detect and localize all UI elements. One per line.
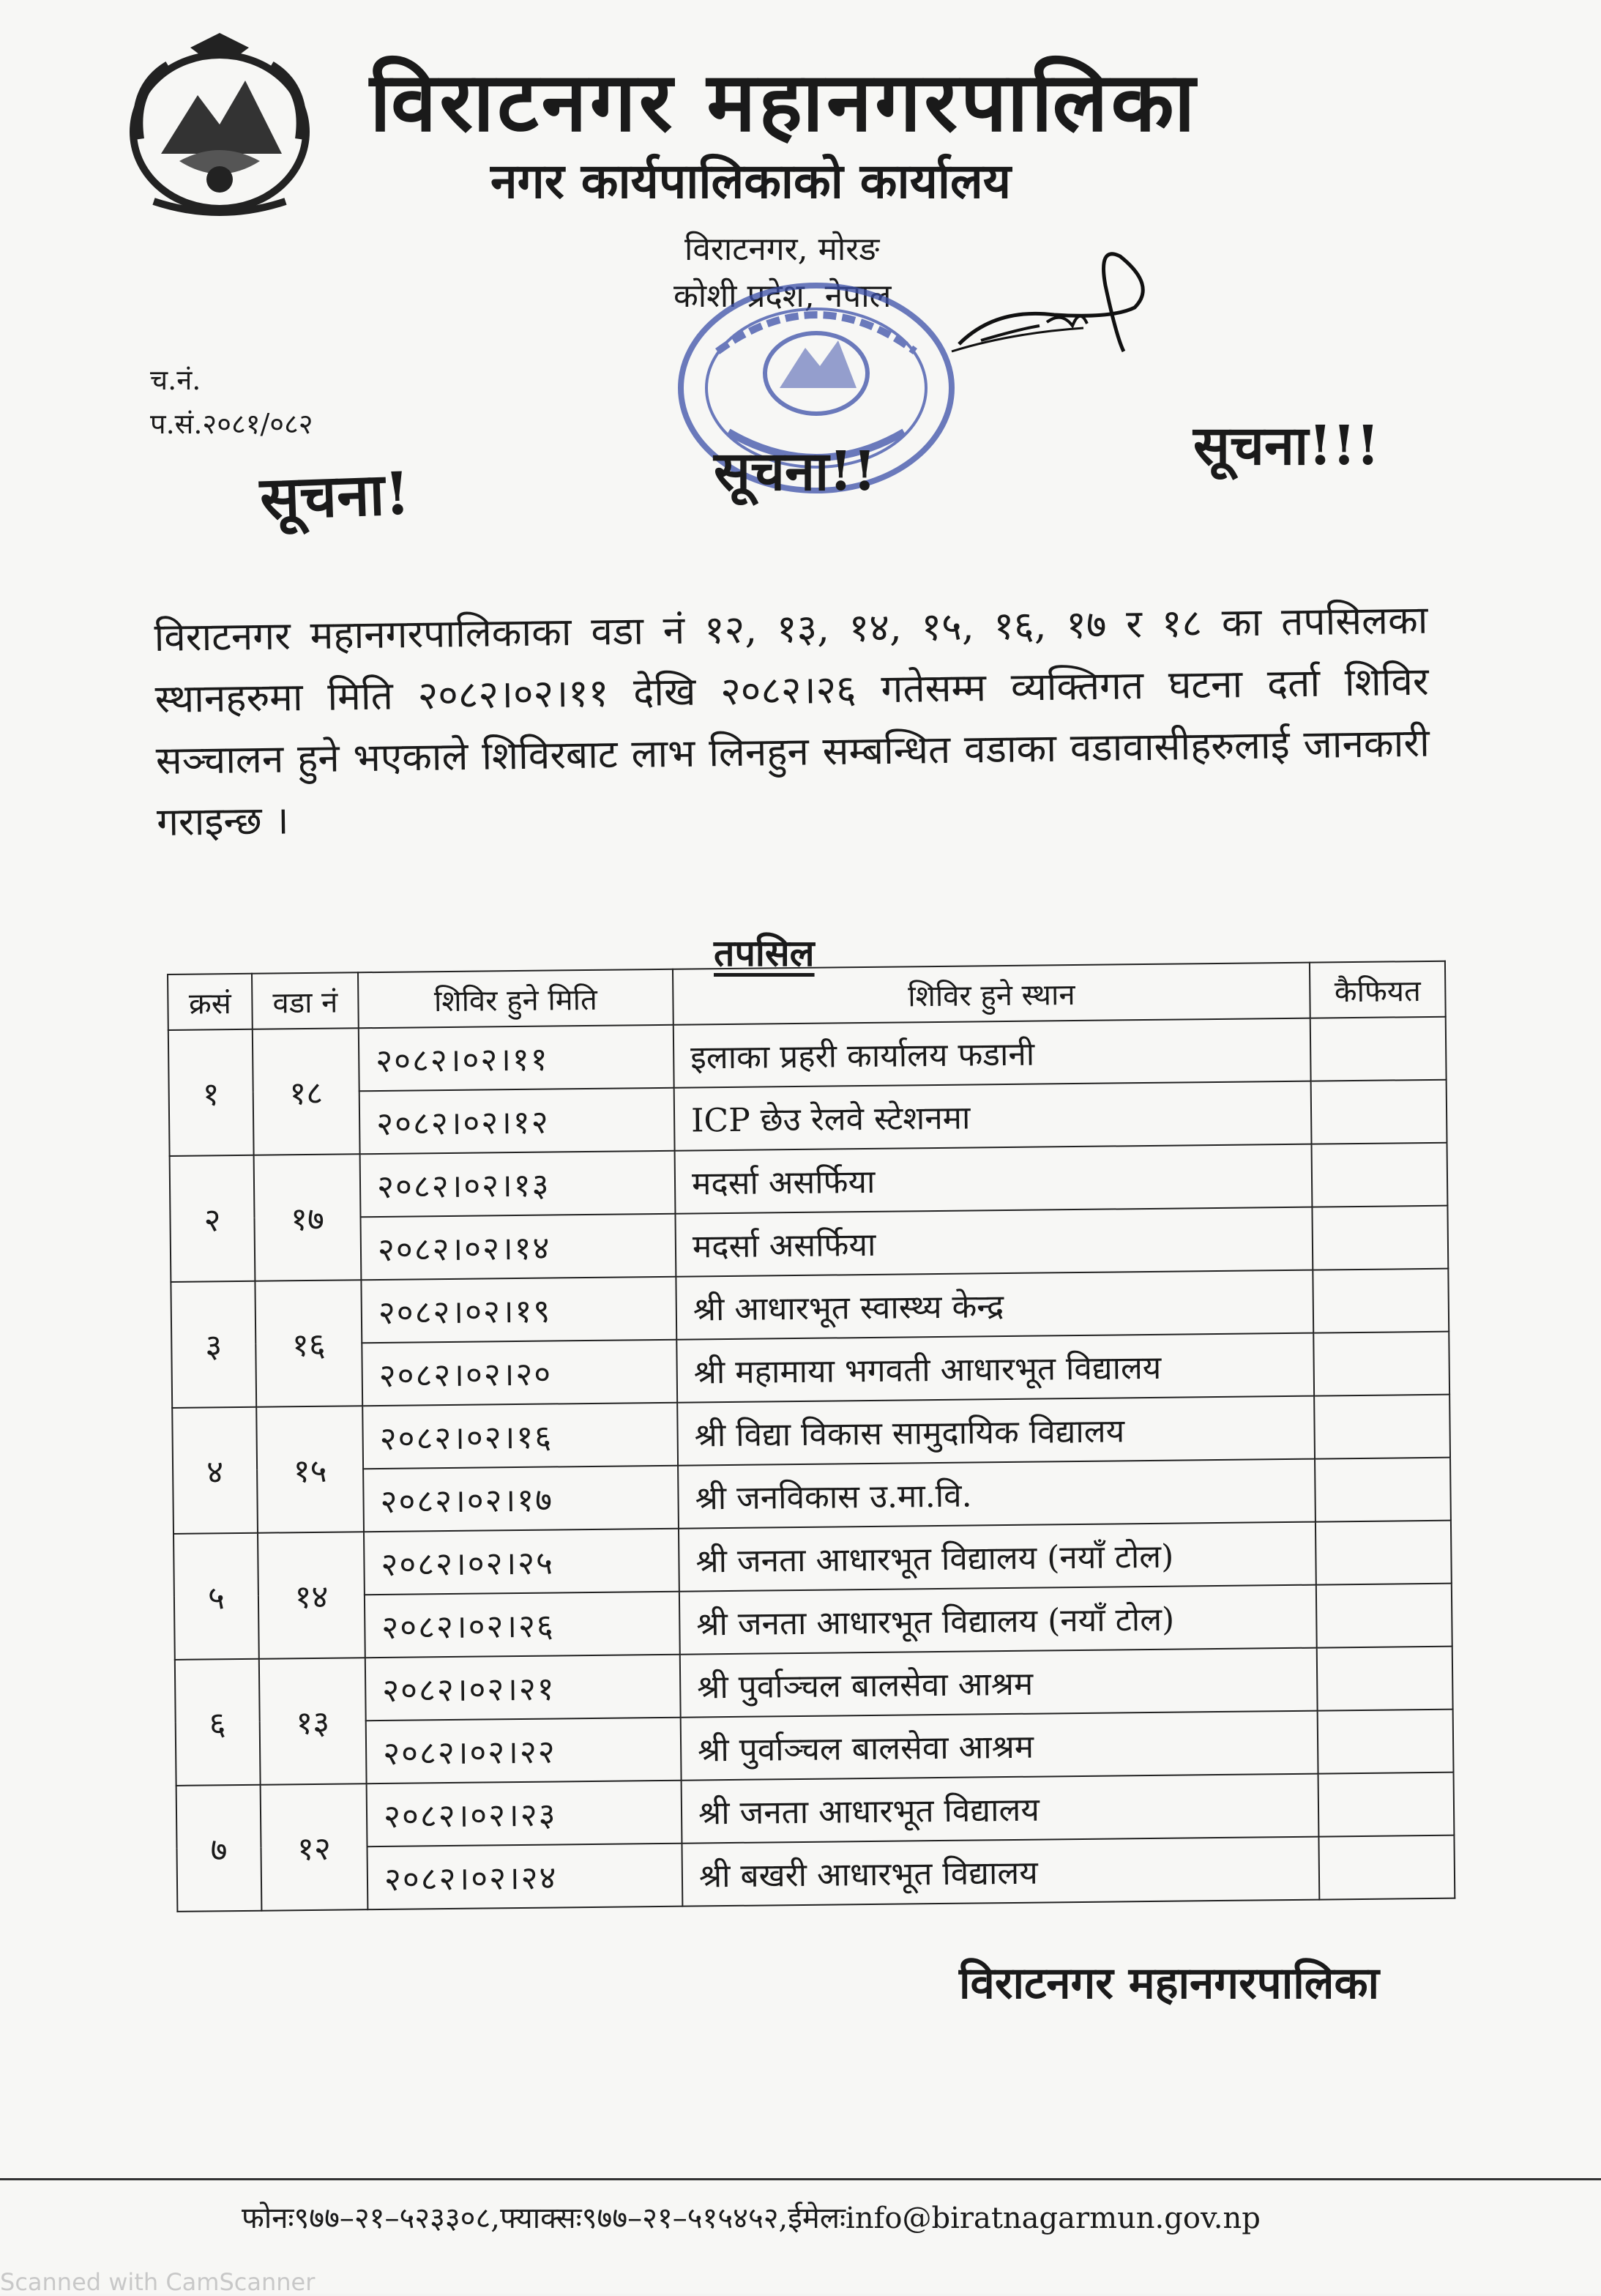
cell-place: श्री जनविकास उ.मा.वि.: [678, 1459, 1315, 1529]
reference-cha-no: च.नं.: [150, 364, 201, 396]
cell-place: मदर्सा असर्फिया: [675, 1144, 1313, 1214]
nepal-emblem-icon: [110, 29, 329, 227]
cell-remarks: [1311, 1080, 1447, 1144]
schedule-table: [167, 961, 1455, 1912]
cell-remarks: [1312, 1143, 1448, 1207]
cell-place: श्री पुर्वाञ्चल बालसेवा आश्रम: [681, 1711, 1318, 1781]
cell-remarks: [1318, 1710, 1454, 1774]
cell-ward: १३: [259, 1658, 367, 1785]
cell-serial: ३: [171, 1281, 256, 1408]
header-place: शिविर हुने स्थान: [673, 963, 1310, 1025]
cell-remarks: [1318, 1835, 1455, 1900]
cell-remarks: [1315, 1458, 1451, 1522]
schedule-table-wrapper: [167, 961, 1454, 1912]
cell-date: २०८२।०२।२३: [367, 1781, 682, 1846]
cell-place: श्री बखरी आधारभूत विद्यालय: [682, 1837, 1319, 1906]
cell-ward: १७: [254, 1154, 362, 1281]
cell-date: २०८२।०२।२५: [364, 1529, 679, 1595]
cell-ward: १६: [255, 1280, 362, 1407]
cell-date: २०८२।०२।१७: [363, 1466, 679, 1532]
address-city: विराटनगर, मोरङ: [684, 231, 880, 268]
cell-ward: १८: [253, 1028, 360, 1155]
cell-date: २०८२।०२।१४: [360, 1214, 676, 1280]
notice-label-3: सूचना!!!: [1193, 414, 1380, 477]
cell-remarks: [1310, 1017, 1447, 1081]
footer-divider: [0, 2178, 1601, 2180]
notice-body: विराटनगर महानगरपालिकाका वडा नं १२, १३, १४, १५, १६, १७ र १८ का तपसिलका स्थानहरुमा मिति २०८२।०२।११ देखि २०८२।२६ गतेसम्म व्यक्तिगत घटना दर्ता शिविर सञ्चालन हुने भएकाले शिविरबाट लाभ लिनहुन सम्बन्धित वडाका वडावासीहरुलाई जानकारी गराइन्छ ।: [154, 597, 1430, 845]
cell-place: श्री जनता आधारभूत विद्यालय: [682, 1774, 1319, 1844]
cell-place: श्री पुर्वाञ्चल बालसेवा आश्रम: [680, 1648, 1318, 1718]
cell-serial: ६: [175, 1659, 261, 1786]
cell-remarks: [1317, 1647, 1453, 1711]
cell-date: २०८२।०२।११: [359, 1025, 674, 1091]
scanner-watermark: Scanned with CamScanner: [0, 2268, 316, 2296]
cell-date: २०८२।०२।२६: [365, 1592, 680, 1658]
cell-date: २०८२।०२।१२: [359, 1088, 675, 1154]
cell-place: श्री जनता आधारभूत विद्यालय (नयाँ टोल): [679, 1522, 1316, 1592]
cell-date: २०८२।०२।२१: [365, 1655, 681, 1721]
cell-date: २०८२।०२।२०: [362, 1340, 677, 1406]
cell-date: २०८२।०२।२४: [367, 1844, 682, 1909]
cell-place: श्री आधारभूत स्वास्थ्य केन्द्र: [676, 1270, 1313, 1340]
table-row: [177, 1835, 1455, 1912]
cell-place: श्री जनता आधारभूत विद्यालय (नयाँ टोल): [679, 1585, 1317, 1655]
header-serial: क्रसं: [168, 974, 253, 1030]
cell-date: २०८२।०२।१६: [362, 1403, 678, 1469]
footer-contact-info: फोनः९७७–२१–५२३३०८,फ्याक्सः९७७–२१–५१५४५२,ईमेलःinfo@biratnagarmun.gov.np: [242, 2202, 1261, 2235]
cell-remarks: [1318, 1773, 1455, 1837]
cell-remarks: [1316, 1584, 1452, 1648]
cell-serial: १: [168, 1029, 254, 1156]
office-title: नगर कार्यपालिकाको कार्यालय: [490, 152, 1011, 209]
cell-serial: २: [170, 1155, 255, 1282]
handwritten-signature: [937, 242, 1179, 381]
municipality-title: विराटनगर महानगरपालिका: [370, 54, 1198, 150]
address-province: कोशी प्रदेश, नेपाल: [673, 277, 892, 315]
cell-date: २०८२।०२।१९: [361, 1277, 676, 1343]
cell-remarks: [1312, 1206, 1448, 1270]
cell-date: २०८२।०२।२२: [366, 1718, 682, 1783]
notice-label-2: सूचना!!: [714, 440, 877, 503]
cell-serial: ४: [172, 1407, 258, 1534]
schedule-title: तपसिल: [714, 931, 815, 974]
cell-ward: १४: [258, 1532, 365, 1659]
notice-label-1: सूचना!: [258, 458, 411, 533]
cell-place: ICP छेउ रेलवे स्टेशनमा: [674, 1081, 1312, 1151]
footer-signature-title: विराटनगर महानगरपालिका: [959, 1958, 1380, 2009]
cell-remarks: [1313, 1269, 1449, 1333]
cell-date: २०८२।०२।१३: [360, 1151, 676, 1217]
cell-place: मदर्सा असर्फिया: [675, 1207, 1313, 1277]
header-date: शिविर हुने मिति: [358, 969, 673, 1028]
cell-place: श्री महामाया भगवती आधारभूत विद्यालय: [676, 1333, 1314, 1403]
cell-serial: ५: [173, 1533, 259, 1660]
header-ward: वडा नं: [252, 972, 359, 1029]
reference-pa-sa: प.सं.२०८१/०८२: [150, 408, 313, 440]
cell-serial: ७: [176, 1785, 262, 1912]
cell-remarks: [1315, 1521, 1452, 1585]
cell-place: श्री विद्या विकास सामुदायिक विद्यालय: [677, 1396, 1315, 1466]
header-remarks: कैफियत: [1310, 961, 1446, 1018]
cell-remarks: [1314, 1395, 1450, 1459]
cell-remarks: [1313, 1332, 1449, 1396]
cell-ward: १२: [261, 1783, 368, 1911]
cell-ward: १५: [256, 1406, 364, 1533]
cell-place: इलाका प्रहरी कार्यालय फडानी: [673, 1018, 1311, 1088]
